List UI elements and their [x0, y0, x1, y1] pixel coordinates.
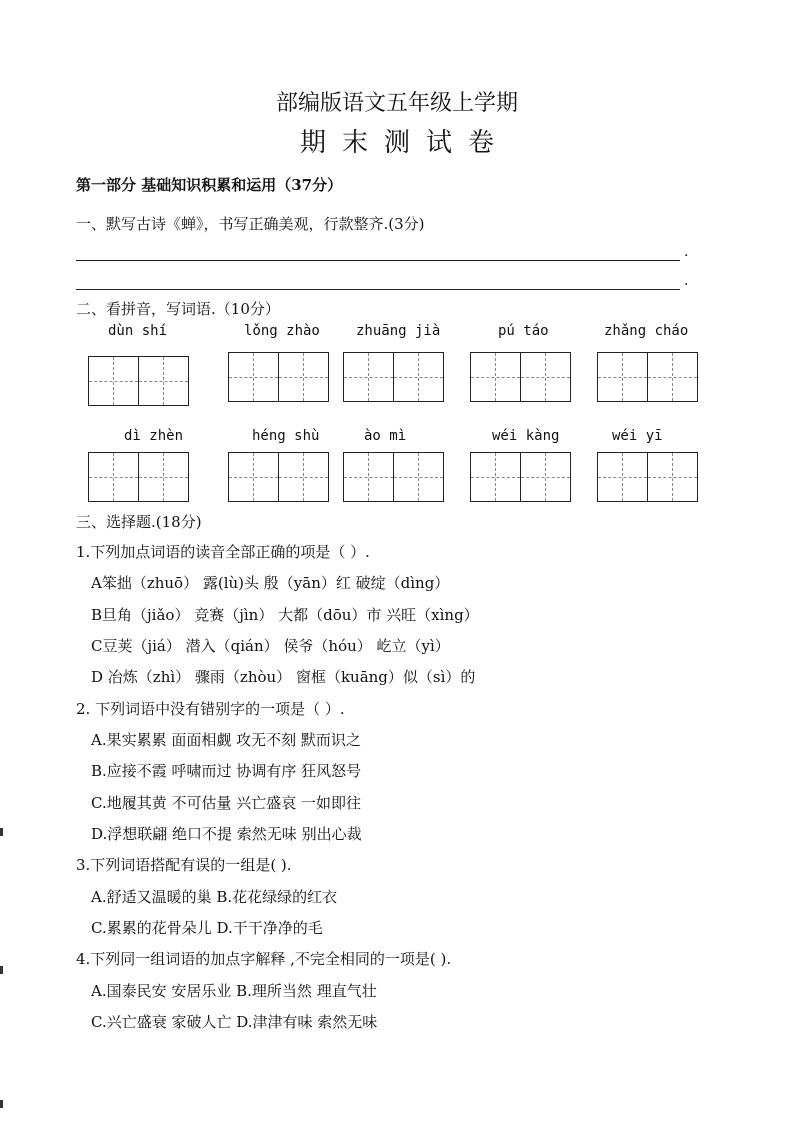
question-1: 一、默写古诗《蝉》，书写正确美观，行款整齐.(3分): [76, 215, 425, 233]
tianzige-box[interactable]: [597, 352, 698, 402]
choice-option[interactable]: C豆荚（jiá） 潜入（qián） 侯爷（hóu） 屹立（yì）: [91, 637, 450, 655]
writing-cell[interactable]: [648, 353, 698, 401]
choice-option[interactable]: C.累累的花骨朵儿 D.干干净净的毛: [91, 919, 323, 937]
tianzige-box[interactable]: [597, 452, 698, 502]
writing-cell[interactable]: [89, 453, 139, 501]
writing-cell[interactable]: [598, 353, 648, 401]
pinyin-label: zhuāng jià: [356, 323, 441, 339]
answer-line-1[interactable]: [76, 260, 680, 261]
pinyin-label: dì zhèn: [124, 428, 184, 444]
choice-option[interactable]: D.浮想联翩 绝口不提 索然无味 别出心裁: [91, 825, 362, 843]
choice-option[interactable]: D 冶炼（zhì） 骤雨（zhòu） 窗框（kuāng）似（sì）的: [91, 668, 476, 686]
writing-cell[interactable]: [521, 353, 571, 401]
choice-question: 3.下列词语搭配有误的一组是( ).: [76, 856, 292, 874]
choice-question: 2. 下列词语中没有错别字的一项是（ ）.: [76, 700, 345, 718]
binding-mark: [0, 828, 3, 836]
choice-question: 4.下列同一组词语的加点字解释 ,不完全相同的一项是( ).: [76, 950, 452, 968]
writing-cell[interactable]: [344, 353, 394, 401]
pinyin-label: zhǎng cháo: [604, 323, 689, 339]
writing-cell[interactable]: [229, 453, 279, 501]
pinyin-label: pú táo: [498, 323, 549, 339]
choice-option[interactable]: B.应接不霞 呼啸而过 协调有序 狂风怒号: [91, 762, 362, 780]
writing-cell[interactable]: [279, 353, 329, 401]
choice-option[interactable]: A.果实累累 面面相觑 攻无不刻 默而识之: [91, 731, 361, 749]
page-subtitle: 期末测试卷: [299, 128, 510, 158]
writing-cell[interactable]: [139, 357, 189, 405]
writing-cell[interactable]: [89, 357, 139, 405]
line-end-mark-2: .: [684, 273, 689, 289]
writing-cell[interactable]: [648, 453, 698, 501]
answer-line-2[interactable]: [76, 289, 680, 290]
choice-option[interactable]: A笨拙（zhuō） 露(lù)头 殷（yān）红 破绽（dìng）: [91, 574, 450, 592]
tianzige-box[interactable]: [88, 356, 189, 406]
pinyin-label: ào mì: [364, 428, 407, 444]
choice-option[interactable]: C.地履其黄 不可估量 兴亡盛哀 一如即往: [91, 794, 362, 812]
part-heading: 第一部分 基础知识积累和运用（37分）: [76, 176, 343, 194]
writing-cell[interactable]: [344, 453, 394, 501]
choice-question: 1.下列加点词语的读音全部正确的项是（ ）.: [76, 543, 370, 561]
tianzige-box[interactable]: [88, 452, 189, 502]
choice-option[interactable]: C.兴亡盛衰 家破人亡 D.津津有味 索然无味: [91, 1013, 378, 1031]
choice-option[interactable]: B旦角（jiǎo） 竞赛（jìn） 大都（dōu）市 兴旺（xìng）: [91, 606, 479, 624]
writing-cell[interactable]: [139, 453, 189, 501]
writing-cell[interactable]: [598, 453, 648, 501]
writing-cell[interactable]: [229, 353, 279, 401]
choice-option[interactable]: A.舒适又温暖的巢 B.花花绿绿的红衣: [91, 888, 338, 906]
page-title: 部编版语文五年级上学期: [275, 91, 518, 116]
tianzige-box[interactable]: [228, 352, 329, 402]
question-2: 二、看拼音，写词语.（10分）: [76, 300, 280, 318]
tianzige-box[interactable]: [343, 352, 444, 402]
tianzige-box[interactable]: [470, 452, 571, 502]
binding-mark: [0, 966, 3, 974]
tianzige-box[interactable]: [470, 352, 571, 402]
writing-cell[interactable]: [471, 353, 521, 401]
pinyin-label: dùn shí: [108, 323, 168, 339]
writing-cell[interactable]: [394, 453, 444, 501]
binding-mark: [0, 1100, 3, 1108]
question-3: 三、选择题.(18分): [76, 513, 202, 531]
writing-cell[interactable]: [279, 453, 329, 501]
writing-cell[interactable]: [471, 453, 521, 501]
writing-cell[interactable]: [394, 353, 444, 401]
pinyin-label: lǒng zhào: [244, 323, 320, 339]
tianzige-box[interactable]: [228, 452, 329, 502]
choice-option[interactable]: A.国泰民安 安居乐业 B.理所当然 理直气壮: [91, 982, 377, 1000]
tianzige-box[interactable]: [343, 452, 444, 502]
pinyin-label: wéi kàng: [492, 428, 560, 444]
pinyin-label: héng shù: [252, 428, 320, 444]
pinyin-label: wéi yī: [612, 428, 663, 444]
line-end-mark-1: .: [684, 244, 689, 260]
writing-cell[interactable]: [521, 453, 571, 501]
